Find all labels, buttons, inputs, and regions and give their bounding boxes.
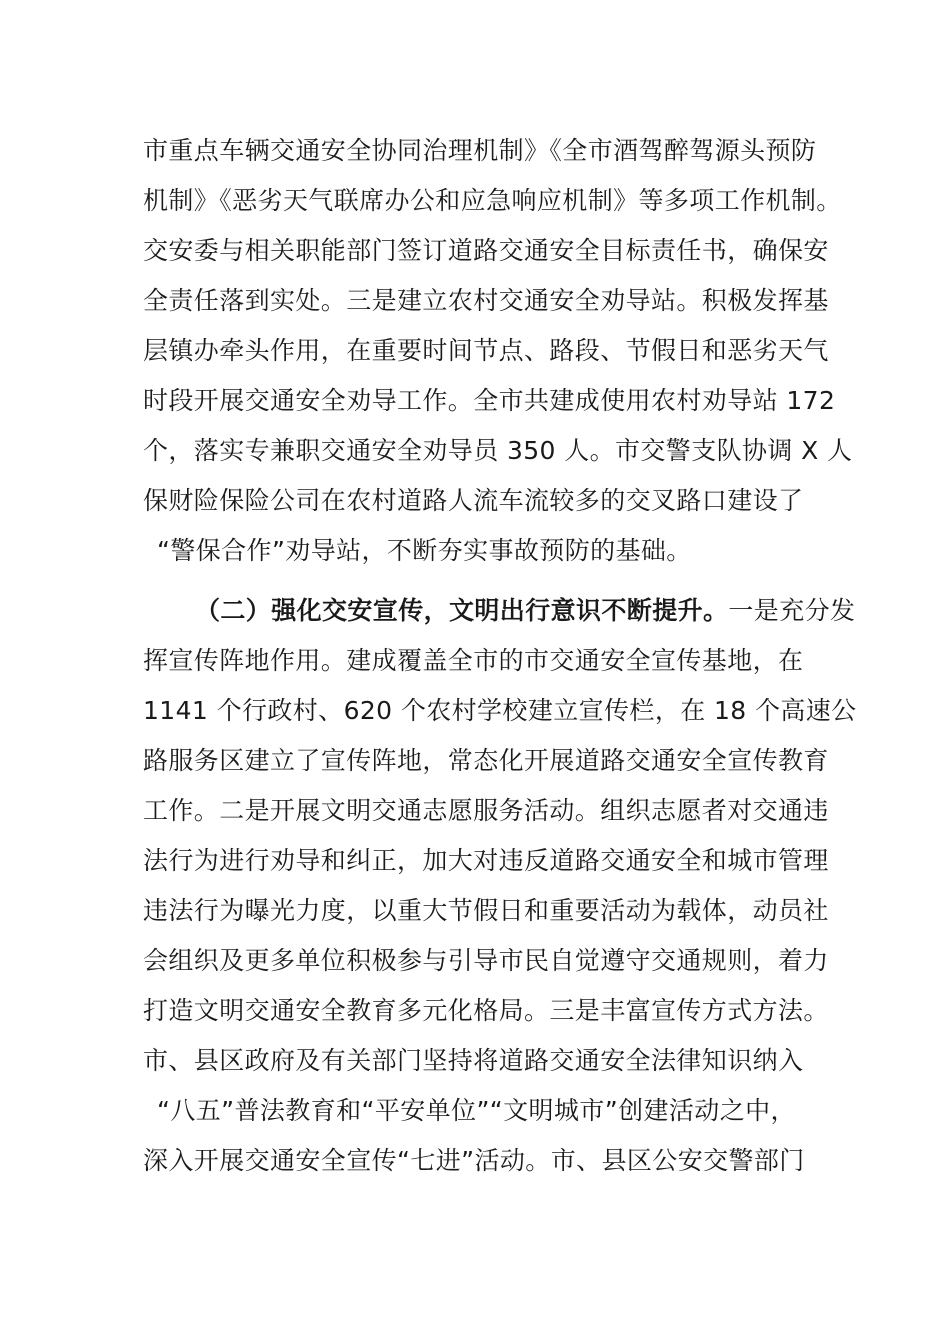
- text-line: 时段开展交通安全劝导工作。全市共建成使用农村劝导站 172: [143, 386, 836, 415]
- paragraph-first-line: [143, 586, 856, 636]
- text-line: 深入开展交通安全宣传“七进”活动。市、县区公安交警部门: [143, 1146, 805, 1175]
- text-line: 交安委与相关职能部门签订道路交通安全目标责任书，确保安: [143, 236, 829, 265]
- text-line: 机制》《恶劣天气联席办公和应急响应机制》等多项工作机制。: [143, 186, 842, 215]
- text-line: “八五”普法教育和“平安单位”“文明城市”创建活动之中，: [157, 1096, 796, 1125]
- text-line: 会组织及更多单位积极参与引导市民自觉遵守交通规则，着力: [143, 946, 829, 975]
- text-line: 个，落实专兼职交通安全劝导员 350 人。市交警支队协调 X 人: [143, 436, 853, 465]
- section-heading: （二）强化交安宣传，文明出行意识不断提升。: [195, 596, 729, 625]
- text-line: 保财险保险公司在农村道路人流车流较多的交叉路口建设了: [143, 486, 804, 515]
- paragraph-traffic-publicity: [143, 586, 857, 1186]
- text-line: 市重点车辆交通安全协同治理机制》《全市酒驾醉驾源头预防: [143, 136, 817, 165]
- paragraph-traffic-mechanisms: [143, 126, 853, 576]
- text-line: 工作。二是开展文明交通志愿服务活动。组织志愿者对交通违: [143, 796, 829, 825]
- text-line: 市、县区政府及有关部门坚持将道路交通安全法律知识纳入: [143, 1046, 804, 1075]
- text-line: 路服务区建立了宣传阵地，常态化开展道路交通安全宣传教育: [143, 746, 829, 775]
- heading-continuation: 一是充分发: [728, 596, 856, 625]
- text-line: 全责任落到实处。三是建立农村交通安全劝导站。积极发挥基: [143, 286, 829, 315]
- text-line: 打造文明交通安全教育多元化格局。三是丰富宣传方式方法。: [143, 996, 829, 1025]
- text-line: 违法行为曝光力度，以重大节假日和重要活动为载体，动员社: [143, 896, 829, 925]
- text-line: 层镇办牵头作用，在重要时间节点、路段、节假日和恶劣天气: [143, 336, 829, 365]
- text-line: 挥宣传阵地作用。建成覆盖全市的市交通安全宣传基地，在: [143, 646, 804, 675]
- text-line: 1141 个行政村、620 个农村学校建立宣传栏，在 18 个高速公: [143, 696, 857, 725]
- text-line: “警保合作”劝导站，不断夯实事故预防的基础。: [157, 536, 692, 565]
- text-line: 法行为进行劝导和纠正，加大对违反道路交通安全和城市管理: [143, 846, 829, 875]
